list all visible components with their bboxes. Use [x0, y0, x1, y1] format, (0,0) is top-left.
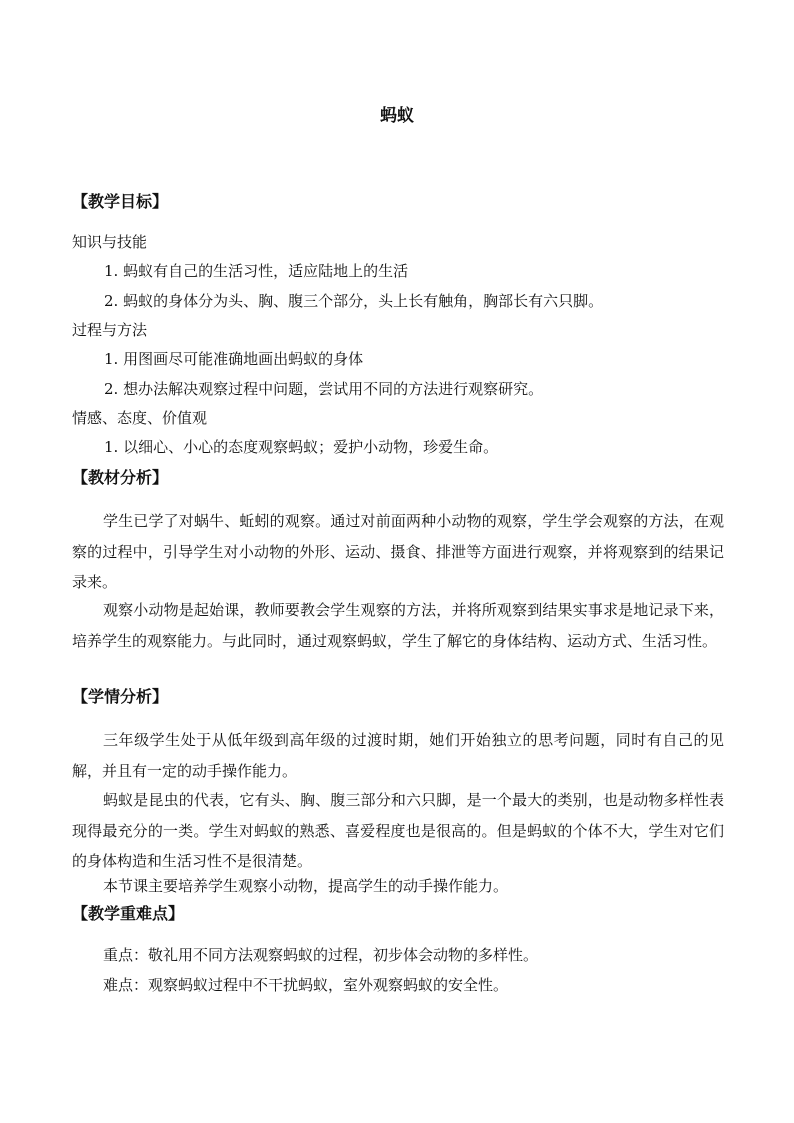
key-point: 重点：敬礼用不同方法观察蚂蚁的过程，初步体会动物的多样性。 — [103, 946, 539, 964]
material-paragraph: 学生已学了对蜗牛、蚯蚓的观察。通过对前面两种小动物的观察，学生学会观察的方法，在观察的过程中，引导学生对小动物的外形、运动、摄食、排泄等方面进行观察，并将观察到的结果记录来。 — [72, 512, 724, 591]
section-heading-keypoints: 【教学重难点】 — [72, 904, 185, 923]
knowledge-item: 1. 蚂蚁有自己的生活习性，适应陆地上的生活 — [104, 262, 409, 280]
students-paragraph: 蚂蚁是昆虫的代表，它有头、胸、腹三部分和六只脚，是一个最大的类别，也是动物多样性表现得最充分的一类。学生对蚂蚁的熟悉、喜爱程度也是很高的。但是蚂蚁的个体不大，学生对它们的身体构造和生活习性不是很清楚。 — [72, 791, 724, 870]
knowledge-item: 2. 蚂蚁的身体分为头、胸、腹三个部分，头上长有触角，胸部长有六只脚。 — [104, 292, 604, 310]
process-item: 2. 想办法解决观察过程中问题，尝试用不同的方法进行观察研究。 — [104, 380, 544, 398]
material-paragraph: 观察小动物是起始课，教师要教会学生观察的方法，并将所观察到结果实事求是地记录下来，培养学生的观察能力。与此同时，通过观察蚂蚁，学生了解它的身体结构、运动方式、生活习性。 — [72, 601, 724, 650]
process-label: 过程与方法 — [72, 321, 148, 339]
attitude-label: 情感、态度、价值观 — [72, 409, 208, 427]
section-heading-goals: 【教学目标】 — [72, 192, 169, 211]
students-paragraph: 三年级学生处于从低年级到高年级的过渡时期，她们开始独立的思考问题，同时有自己的见解，并且有一定的动手操作能力。 — [72, 731, 724, 780]
knowledge-label: 知识与技能 — [72, 233, 148, 251]
process-item: 1. 用图画尽可能准确地画出蚂蚁的身体 — [104, 350, 364, 368]
difficulty-point: 难点：观察蚂蚁过程中不干扰蚂蚁，室外观察蚂蚁的安全性。 — [103, 976, 509, 994]
students-paragraph: 本节课主要培养学生观察小动物，提高学生的动手操作能力。 — [103, 877, 509, 895]
page-title: 蚂蚁 — [380, 106, 414, 126]
section-heading-material: 【教材分析】 — [72, 468, 169, 487]
section-heading-students: 【学情分析】 — [72, 687, 169, 706]
attitude-item: 1. 以细心、小心的态度观察蚂蚁；爱护小动物，珍爱生命。 — [104, 438, 499, 456]
